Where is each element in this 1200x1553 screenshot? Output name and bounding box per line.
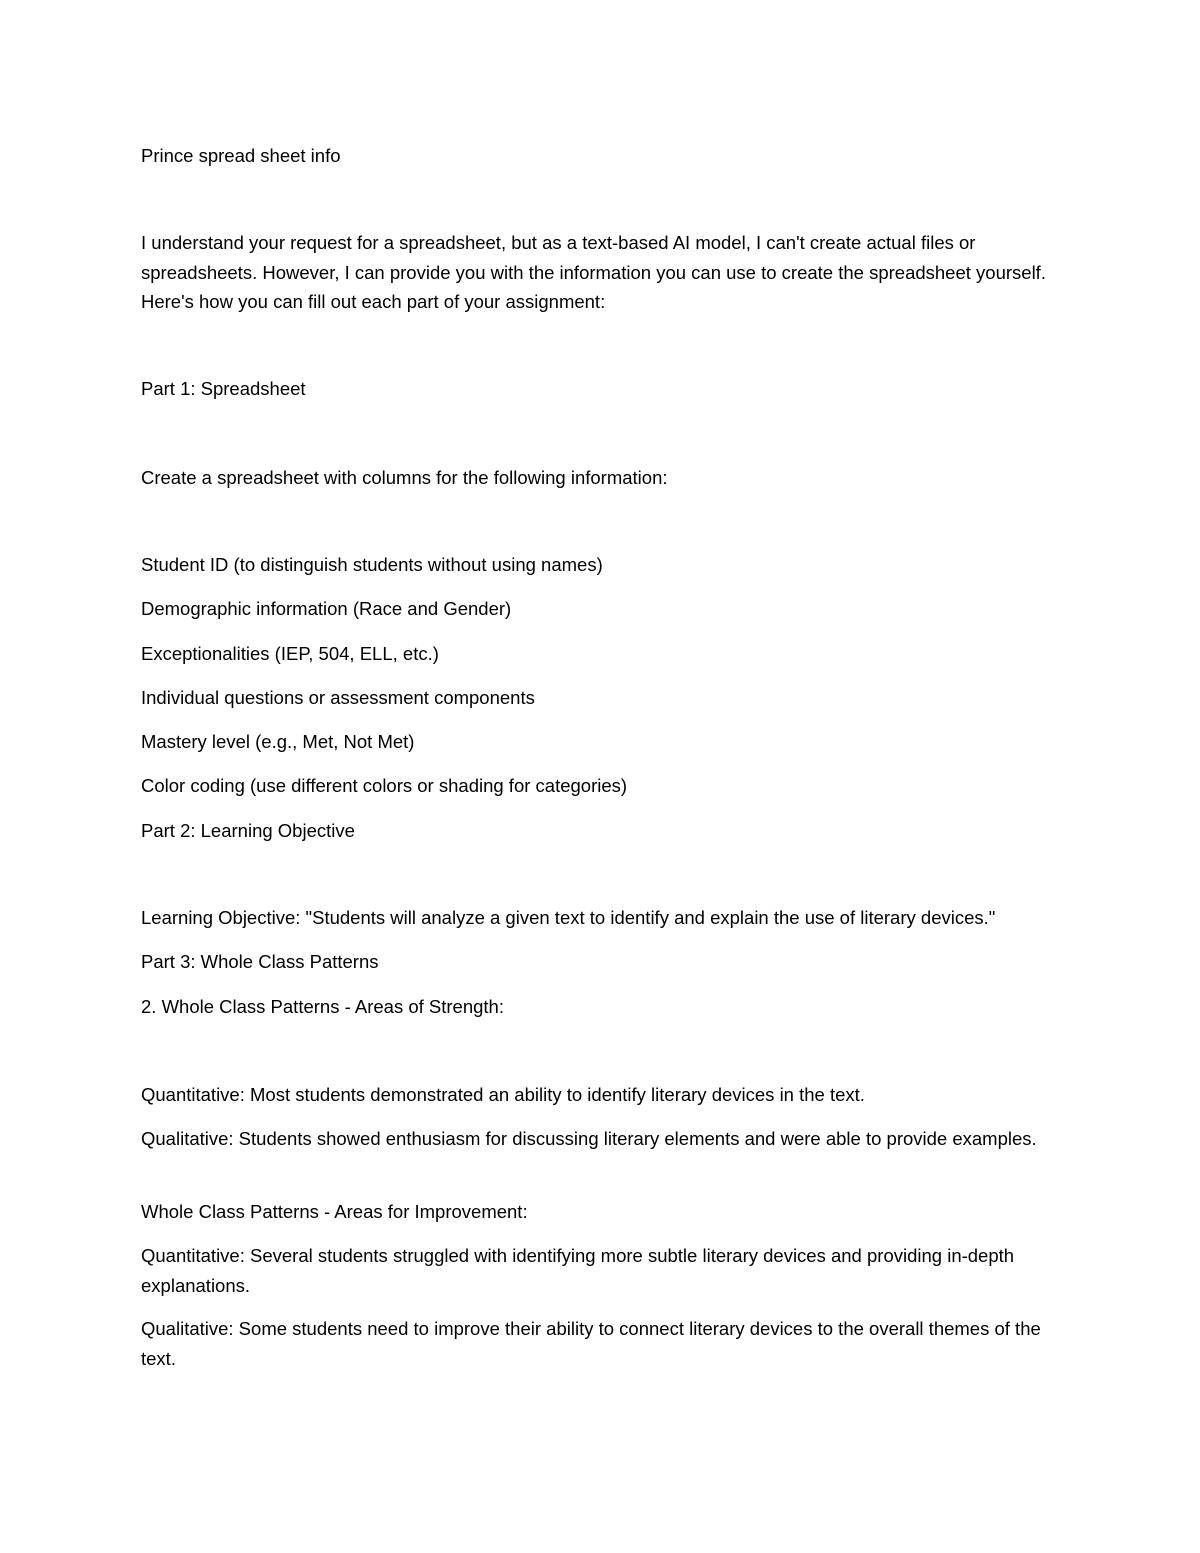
column-item-color-coding: Color coding (use different colors or shading for categories) [141,775,628,796]
column-item-student-id: Student ID (to distinguish students without using names) [141,554,603,575]
part1-heading: Part 1: Spreadsheet [141,378,306,399]
document-title: Prince spread sheet info [141,145,341,166]
improvement-heading: Whole Class Patterns - Areas for Improvement: [141,1201,528,1222]
improvement-quantitative: Quantitative: Several students struggled with identifying more subtle literary devices and providing in-depth explanations. [141,1245,1015,1296]
intro-paragraph: I understand your request for a spreadsheet, but as a text-based AI model, I can't create actual files or spreadsheets. However, I can provide you with the information you can use to create the spreadsheet yourself. Here's how you can fill out each part of your assignment: [141,232,1046,312]
part1-instruction: Create a spreadsheet with columns for the following information: [141,467,668,488]
column-item-exceptionalities: Exceptionalities (IEP, 504, ELL, etc.) [141,643,439,664]
column-item-questions: Individual questions or assessment components [141,687,535,708]
learning-objective: Learning Objective: "Students will analyze a given text to identify and explain the use of literary devices." [141,907,996,928]
column-item-demographic: Demographic information (Race and Gender) [141,598,512,619]
strength-heading: 2. Whole Class Patterns - Areas of Strength: [141,996,504,1017]
strength-quantitative: Quantitative: Most students demonstrated an ability to identify literary devices in the text. [141,1084,865,1105]
column-item-mastery: Mastery level (e.g., Met, Not Met) [141,731,415,752]
part3-heading: Part 3: Whole Class Patterns [141,951,379,972]
strength-qualitative: Qualitative: Students showed enthusiasm for discussing literary elements and were able to provide examples. [141,1128,1037,1149]
part2-heading: Part 2: Learning Objective [141,820,355,841]
improvement-qualitative: Qualitative: Some students need to improve their ability to connect literary devices to the overall themes of the text. [141,1318,1041,1369]
